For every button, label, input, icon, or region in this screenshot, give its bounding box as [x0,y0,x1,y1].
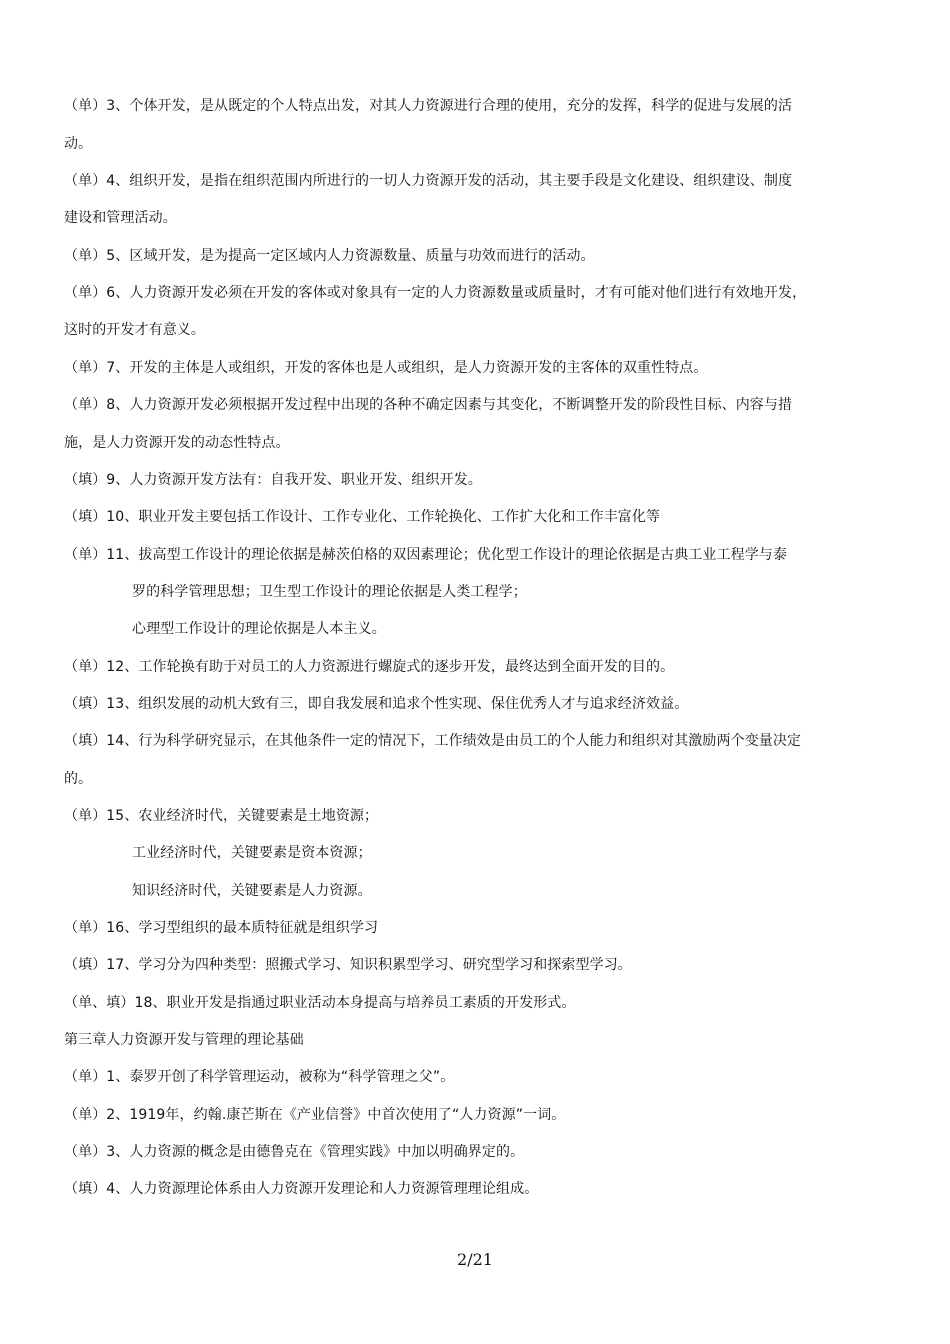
text-line: （填）4、人力资源理论体系由人力资源开发理论和人力资源管理理论组成。 [64,1181,539,1197]
text-line: 施，是人力资源开发的动态性特点。 [64,435,290,451]
text-line: （单）2、1919年，约翰.康芒斯在《产业信誉》中首次使用了“人力资源”一词。 [64,1107,566,1123]
text-line: 知识经济时代，关键要素是人力资源。 [132,883,372,899]
text-line: 心理型工作设计的理论依据是人本主义。 [132,621,386,637]
text-line: 工业经济时代，关键要素是资本资源； [132,845,372,861]
text-line: 罗的科学管理思想；卫生型工作设计的理论依据是人类工程学； [132,584,527,600]
text-line: （单）7、开发的主体是人或组织，开发的客体也是人或组织，是人力资源开发的主客体的双重性特点。 [64,360,708,376]
text-line: （单）3、人力资源的概念是由德鲁克在《管理实践》中加以明确界定的。 [64,1144,525,1160]
text-line: （单）11、拔高型工作设计的理论依据是赫茨伯格的双因素理论；优化型工作设计的理论依据是古典工业工程学与泰 [64,547,788,563]
text-line: （填）10、职业开发主要包括工作设计、工作专业化、工作轮换化、工作扩大化和工作丰富化等 [64,509,661,525]
text-line: （单）4、组织开发，是指在组织范围内所进行的一切人力资源开发的活动，其主要手段是文化建设、组织建设、制度 [64,173,793,189]
chapter-heading: 第三章人力资源开发与管理的理论基础 [64,1032,304,1048]
text-line: （填）14、行为科学研究显示，在其他条件一定的情况下，工作绩效是由员工的个人能力和组织对其激励两个变量决定 [64,733,802,749]
text-line: （填）17、学习分为四种类型：照搬式学习、知识积累型学习、研究型学习和探索型学习。 [64,957,632,973]
text-line: 建设和管理活动。 [64,210,177,226]
text-line: （单）16、学习型组织的最本质特征就是组织学习 [64,920,379,936]
page-number: 2/21 [457,1250,493,1269]
text-line: （单）8、人力资源开发必须根据开发过程中出现的各种不确定因素与其变化，不断调整开发的阶段性目标、内容与措 [64,397,793,413]
text-line: （单）15、农业经济时代，关键要素是土地资源； [64,808,379,824]
text-line: 的。 [64,771,93,787]
text-line: （填）13、组织发展的动机大致有三，即自我发展和追求个性实现、保住优秀人才与追求经济效益。 [64,696,689,712]
text-line: （单）3、个体开发，是从既定的个人特点出发，对其人力资源进行合理的使用，充分的发挥，科学的促进与发展的活 [64,98,793,114]
text-line: （填）9、人力资源开发方法有：自我开发、职业开发、组织开发。 [64,472,482,488]
text-line: （单）5、区域开发，是为提高一定区域内人力资源数量、质量与功效而进行的活动。 [64,248,595,264]
text-line: （单）6、人力资源开发必须在开发的客体或对象具有一定的人力资源数量或质量时，才有可能对他们进行有效地开发， [64,285,807,301]
text-line: 这时的开发才有意义。 [64,322,205,338]
text-line: 动。 [64,136,93,152]
text-line: （单）1、泰罗开创了科学管理运动，被称为“科学管理之父”。 [64,1069,455,1085]
text-line: （单、填）18、职业开发是指通过职业活动本身提高与培养员工素质的开发形式。 [64,995,576,1011]
text-line: （单）12、工作轮换有助于对员工的人力资源进行螺旋式的逐步开发，最终达到全面开发的目的。 [64,659,675,675]
